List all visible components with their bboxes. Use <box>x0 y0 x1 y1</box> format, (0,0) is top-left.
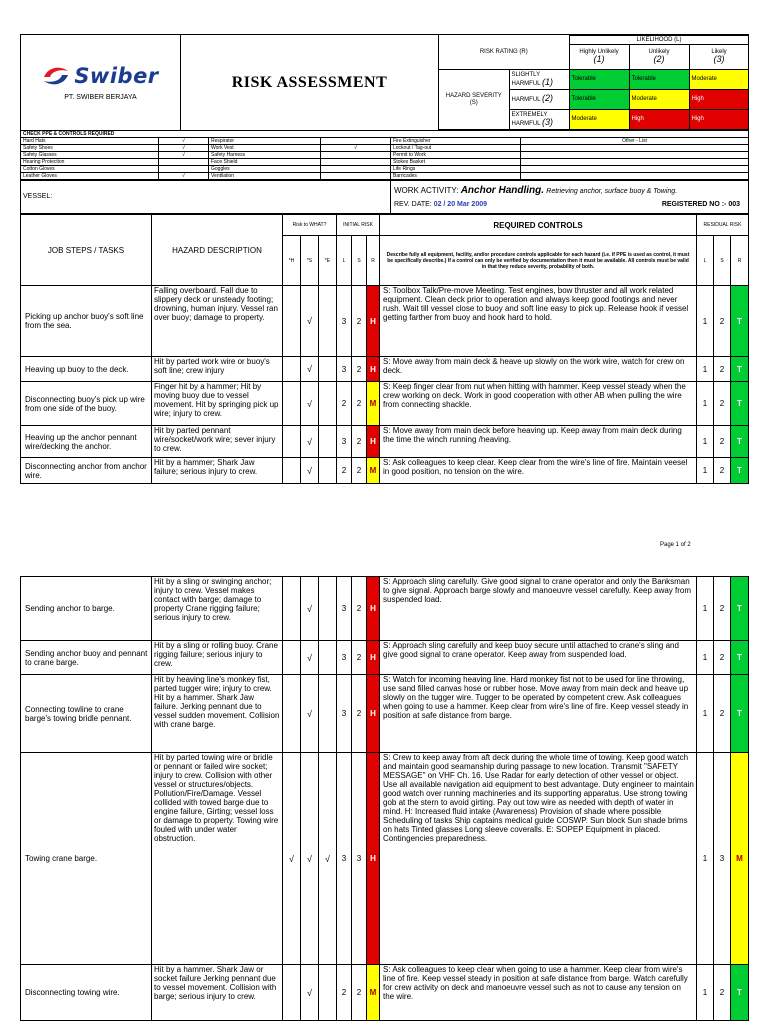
residual-r-badge: T <box>731 286 749 357</box>
risk-e <box>319 382 337 426</box>
ppe-check: √ <box>321 145 391 152</box>
risk-s: √ <box>301 458 319 484</box>
activity-table <box>20 180 749 214</box>
hazard-description: Hit by a sling or rolling buoy. Crane rigging failure; serious injury to crew. <box>152 641 283 675</box>
ppe-item: Ventilation <box>209 173 321 180</box>
swiber-logo-icon <box>42 65 70 87</box>
initial-s: 2 <box>352 458 367 484</box>
initial-l: 3 <box>337 357 352 382</box>
initial-r-badge: H <box>367 426 380 458</box>
residual-s: 2 <box>714 286 731 357</box>
job-step: Sending anchor buoy and pennant to crane barge. <box>21 641 152 675</box>
matrix-cell-2-3: High <box>689 90 748 110</box>
risk-table-1 <box>20 214 749 484</box>
ppe-other <box>521 159 749 166</box>
risk-e: √ <box>319 753 337 965</box>
residual-l: 1 <box>697 357 714 382</box>
col-sv: S <box>352 236 367 286</box>
residual-l: 1 <box>697 675 714 753</box>
matrix-cell-3-3: High <box>689 110 748 130</box>
job-step: Connecting towline to crane barge's towing bridle pennant. <box>21 675 152 753</box>
col-job-steps: JOB STEPS / TASKS <box>21 215 152 286</box>
col-required-controls: REQUIRED CONTROLS <box>380 215 697 236</box>
risk-h <box>283 675 301 753</box>
risk-e <box>319 577 337 641</box>
company-cell <box>21 35 181 131</box>
risk-s: √ <box>301 965 319 1021</box>
initial-s: 2 <box>352 641 367 675</box>
col-h: *H <box>283 236 301 286</box>
ppe-item: Lockout / Tag-out <box>391 145 521 152</box>
risk-rating-label: RISK RATING (R) <box>479 48 528 55</box>
risk-h: √ <box>283 753 301 965</box>
risk-e <box>319 458 337 484</box>
residual-r-badge: T <box>731 577 749 641</box>
risk-h <box>283 382 301 426</box>
risk-h <box>283 286 301 357</box>
ppe-item: Stokes Basket <box>391 159 521 166</box>
job-step: Disconnecting buoy's pick up wire from one side of the buoy. <box>21 382 152 426</box>
risk-h <box>283 965 301 1021</box>
hazard-description: Hit by parted pennant wire/socket/work wire; sever injury to crew. <box>152 426 283 458</box>
residual-s: 2 <box>714 965 731 1021</box>
col-residual-risk: RESIDUAL RISK <box>697 215 749 236</box>
risk-e <box>319 286 337 357</box>
job-step: Sending anchor to barge. <box>21 577 152 641</box>
initial-r-badge: H <box>367 577 380 641</box>
residual-r-badge: T <box>731 675 749 753</box>
initial-s: 2 <box>352 426 367 458</box>
ppe-table <box>20 131 749 180</box>
risk-s: √ <box>301 577 319 641</box>
initial-l: 3 <box>337 577 352 641</box>
initial-s: 2 <box>352 675 367 753</box>
table-row <box>21 286 749 357</box>
table-row <box>21 753 749 965</box>
ppe-item: Hard Hats <box>21 138 159 145</box>
hazard-description: Finger hit by a hammer; Hit by moving buoy due to vessel movement. Hit by springing pick up wire; injury to crew. <box>152 382 283 426</box>
ppe-item: Safety Glasses <box>21 152 159 159</box>
initial-s: 3 <box>352 753 367 965</box>
matrix-cell-3-1: Moderate <box>569 110 629 130</box>
table-row <box>21 426 749 458</box>
severity-row-1: SLIGHTLY HARMFUL (1) <box>509 70 569 90</box>
registered-no: REGISTERED NO :- 003 <box>661 201 740 208</box>
initial-r-badge: H <box>367 286 380 357</box>
ppe-check <box>321 173 391 180</box>
work-activity-cell <box>391 181 749 214</box>
col-hazard-description: HAZARD DESCRIPTION <box>152 215 283 286</box>
residual-l: 1 <box>697 753 714 965</box>
required-controls: S: Move away from main deck & heave up slowly on the work wire, watch for crew on deck. <box>380 357 697 382</box>
residual-s: 2 <box>714 641 731 675</box>
ppe-item: Hearing Protection <box>21 159 159 166</box>
residual-r-badge: T <box>731 965 749 1021</box>
initial-l: 3 <box>337 675 352 753</box>
matrix-cell-2-1: Tolerable <box>569 90 629 110</box>
work-activity-label: WORK ACTIVITY: <box>394 186 459 195</box>
residual-s: 2 <box>714 577 731 641</box>
hazard-description: Hit by parted work wire or buoy's soft line; crew injury <box>152 357 283 382</box>
risk-s: √ <box>301 426 319 458</box>
risk-matrix <box>439 35 749 130</box>
table-row <box>21 357 749 382</box>
residual-l: 1 <box>697 286 714 357</box>
initial-l: 2 <box>337 965 352 1021</box>
residual-r-badge: T <box>731 357 749 382</box>
risk-e <box>319 357 337 382</box>
ppe-item: Work Vest <box>209 145 321 152</box>
header-table <box>20 34 749 131</box>
ppe-check <box>321 159 391 166</box>
ppe-item: Barricades <box>391 173 521 180</box>
risk-h <box>283 641 301 675</box>
title-cell <box>181 35 439 131</box>
company-legal-name: PT. SWIBER BERJAYA <box>64 93 137 101</box>
matrix-cell-1-2: Tolerable <box>629 70 689 90</box>
ppe-check: √ <box>159 145 209 152</box>
job-step: Disconnecting anchor from anchor wire. <box>21 458 152 484</box>
initial-s: 2 <box>352 286 367 357</box>
hazard-description: Hit by heaving line's monkey fist, parted tugger wire; injury to crew. Hit by a hammer. Shark Jaw failure. Jerking pennant due to vessel sudden movement. Collision with crane barge. <box>152 675 283 753</box>
residual-r-badge: M <box>731 753 749 965</box>
residual-r-badge: T <box>731 426 749 458</box>
page-number: Page 1 of 2 <box>660 542 691 548</box>
residual-s: 2 <box>714 382 731 426</box>
ppe-title: CHECK PPE & CONTROLS REQUIRED <box>21 131 749 138</box>
residual-l: 1 <box>697 641 714 675</box>
job-step: Disconnecting towing wire. <box>21 965 152 1021</box>
risk-table-2 <box>20 576 749 1021</box>
hazard-description: Hit by a sling or swinging anchor; injury to crew. Vessel makes contact with barge; damage to property Crane rigging failure; serious injury to crew. <box>152 577 283 641</box>
risk-e <box>319 675 337 753</box>
page-2 <box>20 576 748 1021</box>
matrix-cell-2-2: Moderate <box>629 90 689 110</box>
ppe-check <box>321 166 391 173</box>
matrix-cell-3-2: High <box>629 110 689 130</box>
residual-l: 1 <box>697 965 714 1021</box>
risk-s: √ <box>301 286 319 357</box>
rev-date-value: 02 / 20 Mar 2009 <box>433 201 488 208</box>
initial-r-badge: H <box>367 357 380 382</box>
col-l: L <box>337 236 352 286</box>
residual-r-badge: T <box>731 382 749 426</box>
risk-e <box>319 965 337 1021</box>
required-controls: S: Approach sling carefully. Give good signal to crane operator and only the Banksman to give signal. Approach barge slowly and manoeuvre vessel carefully. Keep away from suspended load. <box>380 577 697 641</box>
initial-l: 3 <box>337 286 352 357</box>
required-controls: S: Keep finger clear from nut when hitting with hammer. Keep vessel steady when the crew working on deck. Work in good cooperation with other AB when pulling the wire from connecting shackle. <box>380 382 697 426</box>
ppe-check <box>159 166 209 173</box>
initial-l: 2 <box>337 382 352 426</box>
col-e: *E <box>319 236 337 286</box>
residual-s: 2 <box>714 458 731 484</box>
initial-r-badge: H <box>367 641 380 675</box>
ppe-item: Cotton Gloves <box>21 166 159 173</box>
col-s: *S <box>301 236 319 286</box>
severity-row-3: EXTREMELY HARMFUL (3) <box>509 110 569 130</box>
risk-matrix-cell <box>439 35 749 131</box>
document-title: RISK ASSESSMENT <box>231 73 388 91</box>
initial-l: 2 <box>337 458 352 484</box>
risk-s: √ <box>301 382 319 426</box>
initial-r-badge: M <box>367 382 380 426</box>
job-step: Heaving up the anchor pennant wire/decking the anchor. <box>21 426 152 458</box>
rev-date-label: REV. DATE: <box>394 201 432 208</box>
job-step: Towing crane barge. <box>21 753 152 965</box>
risk-s: √ <box>301 753 319 965</box>
ppe-item: Leather Gloves <box>21 173 159 180</box>
risk-h <box>283 577 301 641</box>
table-row <box>21 641 749 675</box>
col-res-l: L <box>697 236 714 286</box>
risk-h <box>283 426 301 458</box>
initial-s: 2 <box>352 965 367 1021</box>
required-controls: S: Move away from main deck before heaving up. Keep away from main deck during the time the winch running /heaving. <box>380 426 697 458</box>
company-name: Swiber <box>74 63 159 88</box>
severity-row-2: HARMFUL (2) <box>509 90 569 110</box>
job-step: Picking up anchor buoy's soft line from the sea. <box>21 286 152 357</box>
matrix-cell-1-3: Moderate <box>689 70 748 90</box>
residual-s: 3 <box>714 753 731 965</box>
residual-r-badge: T <box>731 458 749 484</box>
likelihood-col-2: Unlikely (2) <box>629 45 689 70</box>
ppe-item: Fire Extinguisher <box>391 138 521 145</box>
initial-l: 3 <box>337 426 352 458</box>
ppe-check: √ <box>159 152 209 159</box>
hazard-description: Hit by parted towing wire or bridle or pennant or failed wire socket; injury to crew. Collision with other vessel or structures/objects. Pollution/Fire/Damage. Vessel collided with towed barge due to engine failure, Girting; vessel loss or damage to property. Towing wire fouled with under water obstruction. <box>152 753 283 965</box>
ppe-item: Permit to Work <box>391 152 521 159</box>
required-controls: S: Toolbox Talk/Pre-move Meeting. Test engines, bow thruster and all work related equipment. Clean deck prior to operation and always keep good footings and never rush. Wait till vessel close to buoy and soft line easy to pick up. Release hook if vessel getting farther from buoy and hook hard to hold. <box>380 286 697 357</box>
col-res-s: S <box>714 236 731 286</box>
residual-l: 1 <box>697 577 714 641</box>
residual-s: 2 <box>714 426 731 458</box>
required-controls: S: Ask colleagues to keep clear when going to use a hammer. Keep clear from wire's line of fire. Keep vessel steady in position at safe distance from barge. Watch carefully for crew activity on deck and manoeuvre vessel such as not to cause any tension on the wire. <box>380 965 697 1021</box>
residual-l: 1 <box>697 382 714 426</box>
work-activity-main: Anchor Handling. <box>460 185 545 196</box>
residual-s: 2 <box>714 357 731 382</box>
hazard-description: Hit by a hammer; Shark Jaw failure; serious injury to crew. <box>152 458 283 484</box>
ppe-item: Safety Harness <box>209 152 321 159</box>
initial-s: 2 <box>352 577 367 641</box>
ppe-other-label: Other - List <box>521 138 749 145</box>
required-controls: S: Ask colleagues to keep clear. Keep clear from the wire's line of fire. Maintain veesel in good position, no tension on the wire. <box>380 458 697 484</box>
required-controls: S: Approach sling carefully and keep buoy secure until attached to crane's sling and give good signal to crane operator. Keep away from suspended load. <box>380 641 697 675</box>
risk-s: √ <box>301 357 319 382</box>
table-row <box>21 675 749 753</box>
likelihood-col-1: Highly Unlikely (1) <box>569 45 629 70</box>
initial-r-badge: H <box>367 753 380 965</box>
risk-s: √ <box>301 675 319 753</box>
hazard-description: Falling overboard. Fall due to slippery deck or unsteady footing; drowning, human injury. Vessel ran over buoy; damage to property. <box>152 286 283 357</box>
initial-l: 3 <box>337 641 352 675</box>
col-res-r: R <box>731 236 749 286</box>
job-step: Heaving up buoy to the deck. <box>21 357 152 382</box>
table-row <box>21 458 749 484</box>
table-row <box>21 577 749 641</box>
ppe-other <box>521 166 749 173</box>
ppe-check <box>159 159 209 166</box>
ppe-check <box>321 152 391 159</box>
required-controls: S: Crew to keep away from aft deck during the whole time of towing. Keep good watch and maintain good seamanship during passage to new location. Transmit "SAFETY MESSAGE" on VHF Ch. 16. Use Radar for early detection of other vessel or object. Use all available navigation aid equipment to best advantage. Duty engineer to maintain good watch over running machineries and its supporting apparatus. Use strong towing gob at the stern to avoid girting. Pay out tow wire as needed with depth of water in mind. H: Increased fluid intake (Awareness) Provision of shade where possible Scheduling of tasks Ship captains medical guide COSWP. Sun block Sun shade brims on hats Tinted glasses Long sleeve coveralls. E: SOPEP Equipment in placed. Contingencies preparedness. <box>380 753 697 965</box>
risk-s: √ <box>301 641 319 675</box>
page-1 <box>20 34 748 548</box>
residual-l: 1 <box>697 426 714 458</box>
table-row <box>21 382 749 426</box>
residual-l: 1 <box>697 458 714 484</box>
ppe-other <box>521 173 749 180</box>
ppe-item: Face Shield <box>209 159 321 166</box>
ppe-item: Safety Shoes <box>21 145 159 152</box>
col-r: R <box>367 236 380 286</box>
risk-e <box>319 641 337 675</box>
initial-r-badge: M <box>367 458 380 484</box>
ppe-check: √ <box>159 173 209 180</box>
matrix-cell-1-1: Tolerable <box>569 70 629 90</box>
hazard-description: Hit by a hammer. Shark Jaw or socket failure Jerking pennant due to vessel movement. Collision with barge; serious injury to crew. <box>152 965 283 1021</box>
ppe-check <box>321 138 391 145</box>
ppe-other <box>521 152 749 159</box>
risk-e <box>319 426 337 458</box>
initial-r-badge: H <box>367 675 380 753</box>
ppe-check: √ <box>159 138 209 145</box>
work-activity-detail: Retrieving anchor, surface buoy & Towing. <box>546 188 678 195</box>
likelihood-col-3: Likely (3) <box>689 45 748 70</box>
col-initial-risk: INITIAL RISK <box>337 215 380 236</box>
table-row <box>21 965 749 1021</box>
ppe-item: Life Rings <box>391 166 521 173</box>
initial-s: 2 <box>352 382 367 426</box>
severity-label: HAZARD SEVERITY (S) <box>439 70 509 130</box>
ppe-item: Respirator <box>209 138 321 145</box>
residual-r-badge: T <box>731 641 749 675</box>
initial-r-badge: M <box>367 965 380 1021</box>
initial-l: 3 <box>337 753 352 965</box>
required-controls: S: Watch for incoming heaving line. Hard monkey fist not to be used for line throwing, use sand filled canvas hose or rubber hose. Move away from main deck and heave up slowly on the tugger wire. Tugger to be operated by competent crew. Ask colleagues when going to use a hammer. Keep clear from wire's line of fire. Keep vessel steady in position at safe distance from barge. <box>380 675 697 753</box>
likelihood-label: LIKELIHOOD (L) <box>569 36 748 45</box>
vessel-label: VESSEL: <box>21 181 391 214</box>
risk-h <box>283 357 301 382</box>
ppe-item: Goggles <box>209 166 321 173</box>
risk-h <box>283 458 301 484</box>
company-logo <box>23 64 178 88</box>
ppe-other <box>521 145 749 152</box>
initial-s: 2 <box>352 357 367 382</box>
controls-note: Describe fully all equipment, facility, and/or procedure controls applicable for each hazard (i.e. If PPE is used as control, it must be specifically describe.) If a control can only be verified by documentation then it must be available. All controls must be valid in that they reduce severity, probability of both. <box>380 236 697 286</box>
col-risk-to: Risk to WHAT? <box>283 215 337 236</box>
residual-s: 2 <box>714 675 731 753</box>
